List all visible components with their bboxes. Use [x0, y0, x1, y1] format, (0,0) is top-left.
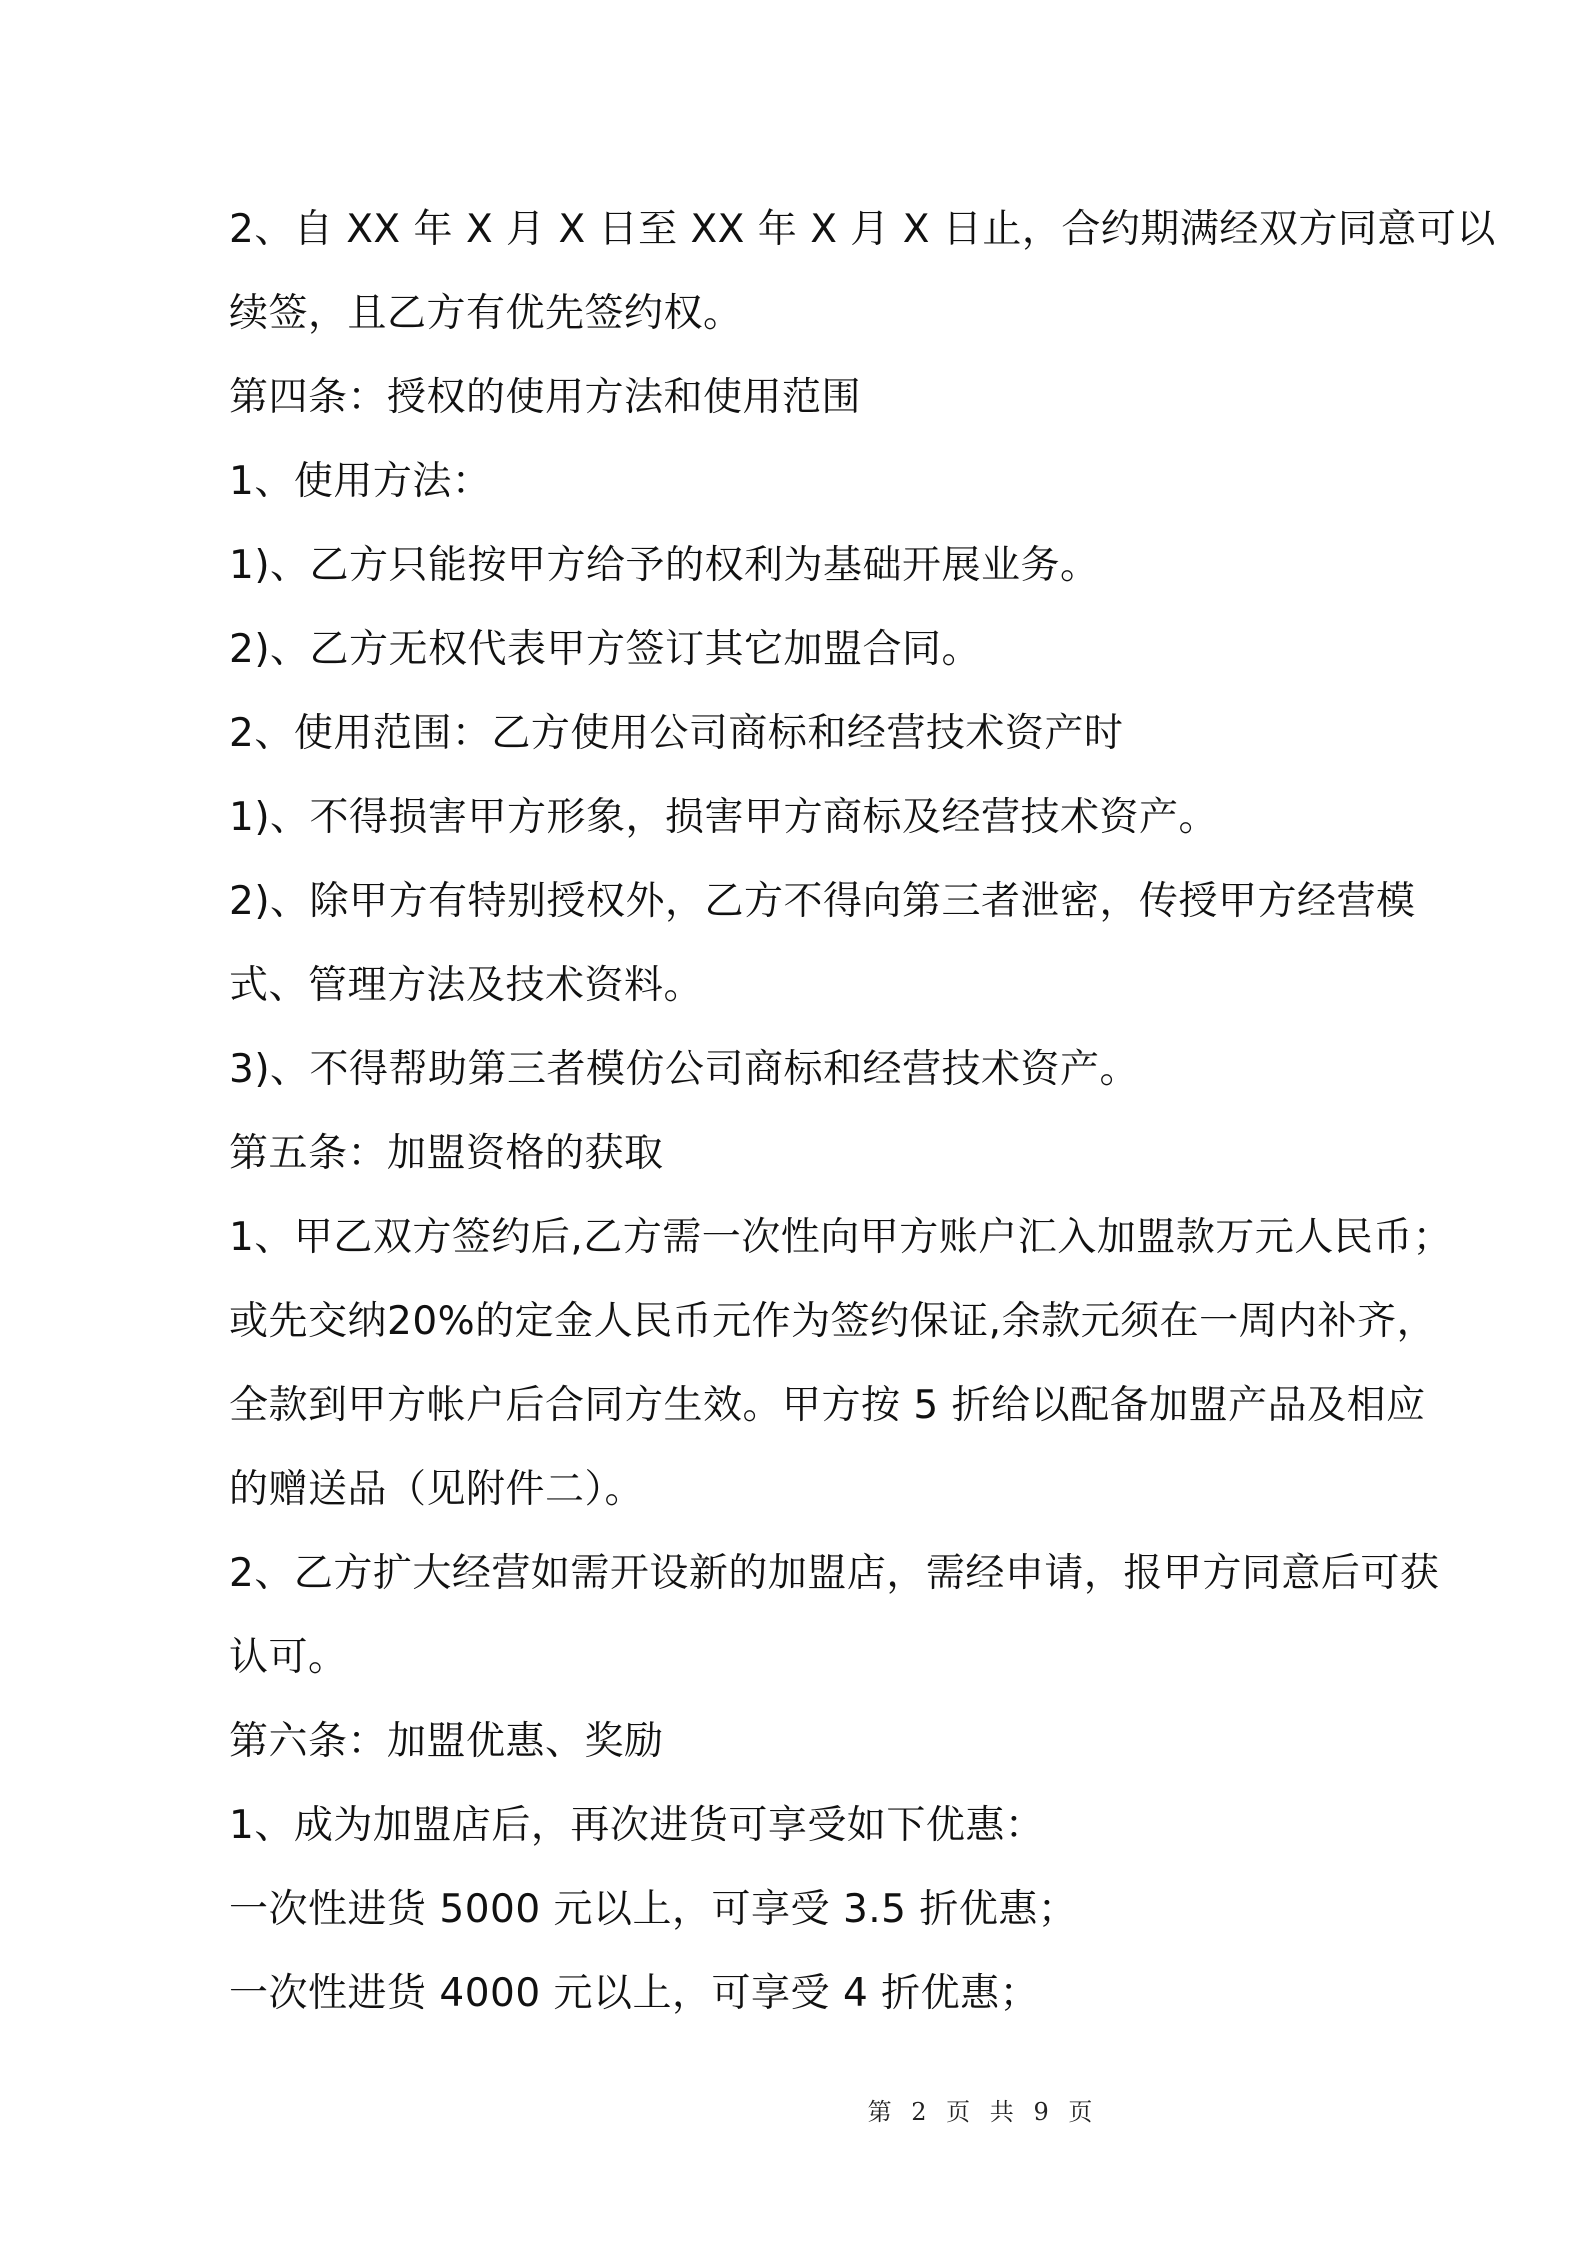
text-line: 1、甲乙双方签约后,乙方需一次性向甲方账户汇入加盟款万元人民币；: [229, 1215, 1453, 1260]
text-line: 一次性进货 5000 元以上，可享受 3.5 折优惠；: [229, 1887, 1078, 1932]
text-line: 式、管理方法及技术资料。: [229, 963, 704, 1008]
text-line: 1、使用方法：: [229, 459, 492, 504]
text-line: 认可。: [229, 1635, 348, 1680]
page-number-footer: 第 2 页 共 9 页: [867, 2098, 1099, 2126]
text-line: 2)、乙方无权代表甲方签订其它加盟合同。: [229, 627, 982, 672]
text-line: 2、使用范围：乙方使用公司商标和经营技术资产时: [229, 711, 1124, 756]
text-line: 1)、乙方只能按甲方给予的权利为基础开展业务。: [229, 543, 1100, 588]
text-line: 全款到甲方帐户后合同方生效。甲方按 5 折给以配备加盟产品及相应: [229, 1383, 1426, 1428]
text-line: 1)、不得损害甲方形象，损害甲方商标及经营技术资产。: [229, 795, 1219, 840]
article-heading: 第六条：加盟优惠、奖励: [229, 1719, 664, 1764]
text-line: 或先交纳20%的定金人民币元作为签约保证,余款元须在一周内补齐，: [229, 1299, 1437, 1344]
text-line: 2、乙方扩大经营如需开设新的加盟店，需经申请，报甲方同意后可获: [229, 1551, 1440, 1596]
text-line: 3)、不得帮助第三者模仿公司商标和经营技术资产。: [229, 1047, 1140, 1092]
text-line: 的赠送品（见附件二）。: [229, 1467, 645, 1512]
article-heading: 第五条：加盟资格的获取: [229, 1131, 664, 1176]
text-line: 2)、除甲方有特别授权外，乙方不得向第三者泄密，传授甲方经营模: [229, 879, 1416, 924]
text-line: 2、自 XX 年 X 月 X 日至 XX 年 X 月 X 日止，合约期满经双方同意可以: [229, 207, 1496, 252]
text-line: 续签，且乙方有优先签约权。: [229, 291, 743, 336]
text-line: 一次性进货 4000 元以上，可享受 4 折优惠；: [229, 1971, 1040, 2016]
text-line: 1、成为加盟店后，再次进货可享受如下优惠：: [229, 1803, 1045, 1848]
article-heading: 第四条：授权的使用方法和使用范围: [229, 375, 862, 420]
